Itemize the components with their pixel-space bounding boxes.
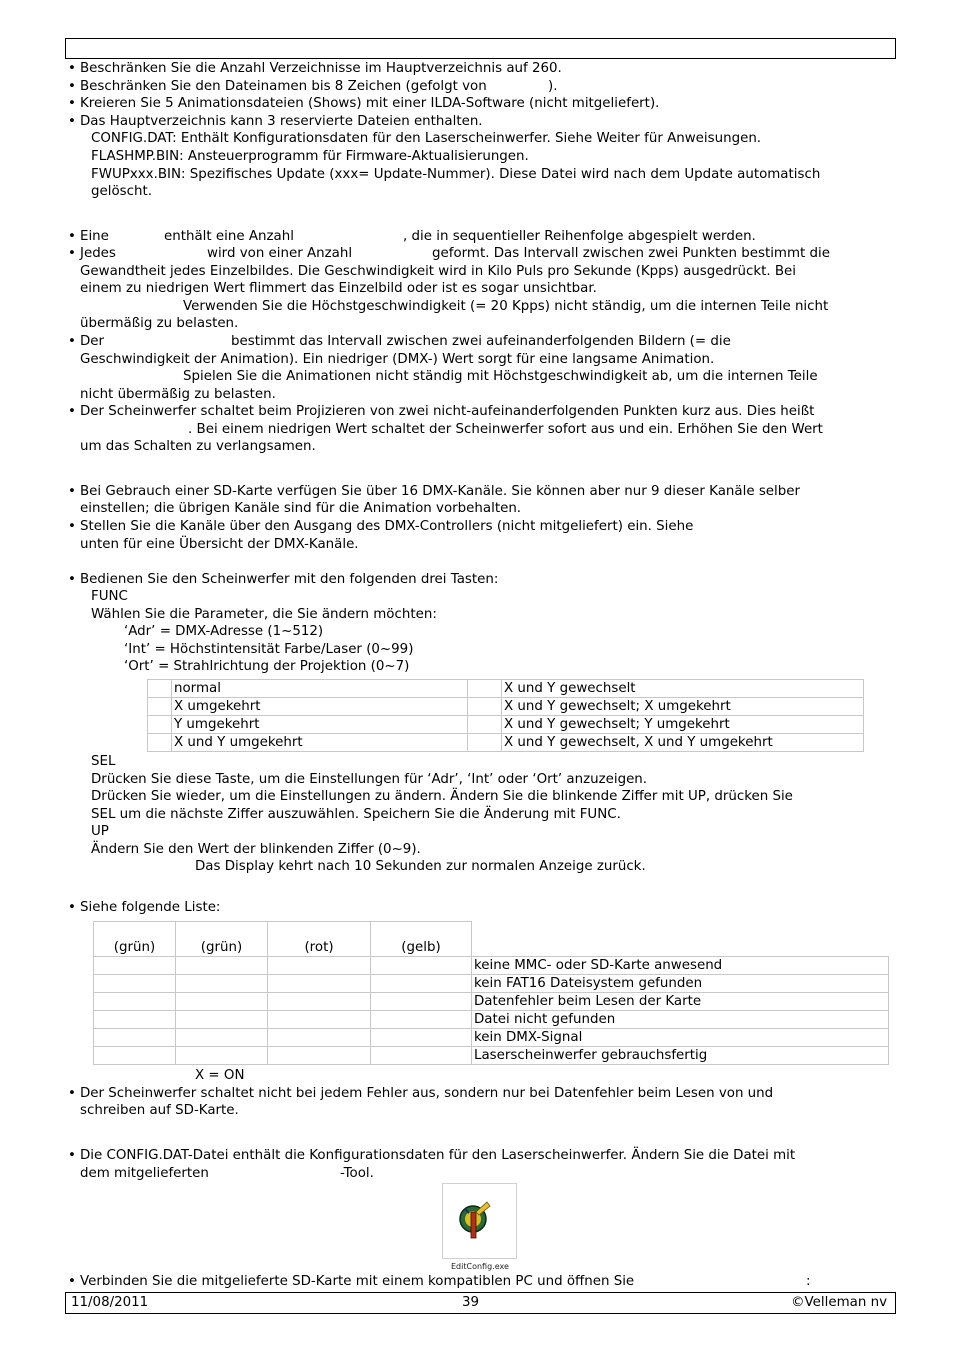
reserved-file-fwup: FWUPxxx.BIN: Spezifisches Update (xxx= Update-Nummer). Diese Datei wird nach dem Update automatisch — [91, 167, 821, 182]
table-cell: X umgekehrt — [172, 698, 468, 716]
text-line: Spielen Sie die Animationen nicht ständig mit Höchstgeschwindigkeit ab, um die internen Teile — [183, 369, 818, 384]
page-number: 39 — [462, 1295, 480, 1310]
table-cell — [268, 957, 371, 975]
led-header: (gelb) — [371, 922, 472, 957]
table-cell — [176, 975, 268, 993]
reserved-file-config: CONFIG.DAT: Enthält Konfigurationsdaten für den Laserscheinwerfer. Siehe Weiter für Anweisungen. — [91, 131, 762, 146]
text-fragment: : — [806, 1274, 811, 1289]
table-row — [148, 734, 864, 752]
page-footer — [65, 1292, 896, 1314]
table-cell — [268, 1011, 371, 1029]
table-cell — [176, 957, 268, 975]
text-fragment: bestimmt das Intervall zwischen zwei aufeinanderfolgenden Bildern (= die — [231, 334, 731, 349]
table-cell — [268, 993, 371, 1011]
list-item: • Stellen Sie die Kanäle über den Ausgang des DMX-Controllers (nicht mitgeliefert) ein. Siehe — [68, 519, 694, 534]
text-line: Drücken Sie wieder, um die Einstellungen zu ändern. Ändern Sie die blinkende Ziffer mit UP, drücken Sie — [91, 789, 793, 804]
table-cell — [468, 680, 502, 698]
table-cell — [268, 1029, 371, 1047]
table-cell — [268, 975, 371, 993]
list-item: • Eine — [68, 229, 109, 244]
list-item: • Jedes — [68, 246, 116, 261]
table-cell: Datenfehler beim Lesen der Karte — [472, 993, 889, 1011]
reserved-file-fwup-cont: gelöscht. — [91, 184, 152, 199]
table-cell — [94, 1047, 176, 1065]
table-cell: X und Y gewechselt; Y umgekehrt — [502, 716, 864, 734]
table-cell — [371, 1029, 472, 1047]
table-header-row — [94, 922, 889, 957]
text-line: schreiben auf SD-Karte. — [80, 1103, 239, 1118]
table-cell — [148, 734, 172, 752]
list-item: • Der Scheinwerfer schaltet beim Projizieren von zwei nicht-aufeinanderfolgenden Punkten kurz aus. Dies heißt — [68, 404, 815, 419]
text-line: Gewandtheit jedes Einzelbildes. Die Geschwindigkeit wird in Kilo Puls pro Sekunde (Kpps) ausgedrückt. Bei — [80, 264, 797, 279]
table-cell: Datei nicht gefunden — [472, 1011, 889, 1029]
list-item: • Das Hauptverzeichnis kann 3 reservierte Dateien enthalten. — [68, 114, 483, 129]
table-cell — [371, 975, 472, 993]
table-cell — [468, 734, 502, 752]
table-row — [94, 975, 889, 993]
table-cell — [472, 922, 889, 957]
text-line: SEL um die nächste Ziffer auszuwählen. Speichern Sie die Änderung mit FUNC. — [91, 807, 621, 822]
list-item: • Beschränken Sie den Dateinamen bis 8 Zeichen (gefolgt von — [68, 79, 487, 94]
led-header: (grün) — [176, 922, 268, 957]
footer-date: 11/08/2011 — [71, 1295, 149, 1310]
table-cell — [371, 957, 472, 975]
editconfig-icon[interactable] — [442, 1183, 517, 1259]
list-item: • Beschränken Sie die Anzahl Verzeichnisse im Hauptverzeichnis auf 260. — [68, 61, 562, 76]
editconfig-icon-graphic — [443, 1184, 516, 1258]
table-row — [148, 716, 864, 734]
list-item: • Der Scheinwerfer schaltet nicht bei jedem Fehler aus, sondern nur bei Datenfehler beim Lesen von und — [68, 1086, 774, 1101]
table-cell — [468, 716, 502, 734]
table-cell: keine MMC- oder SD-Karte anwesend — [472, 957, 889, 975]
table-cell: Laserscheinwerfer gebrauchsfertig — [472, 1047, 889, 1065]
text-line: Das Display kehrt nach 10 Sekunden zur normalen Anzeige zurück. — [195, 859, 646, 874]
page-header-box — [65, 38, 896, 59]
table-row — [94, 1047, 889, 1065]
table-cell: normal — [172, 680, 468, 698]
table-cell — [148, 716, 172, 734]
table-cell — [371, 993, 472, 1011]
table-row — [94, 1011, 889, 1029]
text-line: Geschwindigkeit der Animation). Ein niedriger (DMX-) Wert sorgt für eine langsame Animation. — [80, 352, 715, 367]
table-cell — [176, 1011, 268, 1029]
icon-caption: EditConfig.exe — [451, 1262, 509, 1271]
text-fragment: geformt. Das Intervall zwischen zwei Punkten bestimmt die — [432, 246, 830, 261]
table-row — [94, 957, 889, 975]
table-cell — [176, 993, 268, 1011]
text-line: um das Schalten zu verlangsamen. — [80, 439, 316, 454]
list-item: • Der — [68, 334, 105, 349]
reserved-file-flashmp: FLASHMP.BIN: Ansteuerprogramm für Firmware-Aktualisierungen. — [91, 149, 529, 164]
text-line: Wählen Sie die Parameter, die Sie ändern möchten: — [91, 607, 437, 622]
table-row — [148, 698, 864, 716]
table-row — [94, 993, 889, 1011]
ort-table — [147, 679, 864, 752]
table-legend: X = ON — [195, 1068, 245, 1083]
table-cell — [268, 1047, 371, 1065]
func-key-label: FUNC — [91, 589, 128, 604]
table-cell — [148, 680, 172, 698]
table-cell: kein DMX-Signal — [472, 1029, 889, 1047]
table-row — [148, 680, 864, 698]
text-line: einstellen; die übrigen Kanäle sind für die Animation vorbehalten. — [80, 501, 522, 516]
text-fragment: dem mitgelieferten — [80, 1166, 209, 1181]
list-item: • Bei Gebrauch einer SD-Karte verfügen Sie über 16 DMX-Kanäle. Sie können aber nur 9 dieser Kanäle selber — [68, 484, 801, 499]
param-int: ‘Int’ = Höchstintensität Farbe/Laser (0~99) — [124, 642, 414, 657]
text-fragment: -Tool. — [340, 1166, 374, 1181]
table-cell — [94, 1029, 176, 1047]
table-row — [94, 1029, 889, 1047]
error-table — [93, 921, 889, 1065]
table-cell — [94, 975, 176, 993]
table-cell — [176, 1029, 268, 1047]
list-item: • Verbinden Sie die mitgelieferte SD-Karte mit einem kompatiblen PC und öffnen Sie — [68, 1274, 635, 1289]
list-item: • Bedienen Sie den Scheinwerfer mit den folgenden drei Tasten: — [68, 572, 499, 587]
led-header: (rot) — [268, 922, 371, 957]
table-cell — [94, 957, 176, 975]
table-cell — [371, 1011, 472, 1029]
text-line: Ändern Sie den Wert der blinkenden Ziffer (0~9). — [91, 842, 421, 857]
text-line: unten für eine Übersicht der DMX-Kanäle. — [80, 537, 359, 552]
param-adr: ‘Adr’ = DMX-Adresse (1~512) — [124, 624, 324, 639]
table-cell: kein FAT16 Dateisystem gefunden — [472, 975, 889, 993]
footer-brand: ©Velleman nv — [791, 1295, 887, 1310]
text-fragment: wird von einer Anzahl — [207, 246, 353, 261]
text-fragment: , die in sequentieller Reihenfolge abgespielt werden. — [403, 229, 756, 244]
list-item-suffix: ). — [548, 79, 558, 94]
table-cell — [94, 993, 176, 1011]
sel-key-label: SEL — [91, 754, 116, 769]
text-line: nicht übermäßig zu belasten. — [80, 387, 276, 402]
table-cell: X und Y gewechselt, X und Y umgekehrt — [502, 734, 864, 752]
table-cell: X und Y umgekehrt — [172, 734, 468, 752]
up-key-label: UP — [91, 824, 109, 839]
led-header: (grün) — [94, 922, 176, 957]
table-cell — [468, 698, 502, 716]
list-item: • Kreieren Sie 5 Animationsdateien (Shows) mit einer ILDA-Software (nicht mitgeliefert). — [68, 96, 660, 111]
list-item: • Siehe folgende Liste: — [68, 900, 221, 915]
text-fragment: enthält eine Anzahl — [164, 229, 294, 244]
table-cell: X und Y gewechselt; X umgekehrt — [502, 698, 864, 716]
list-item: • Die CONFIG.DAT-Datei enthält die Konfigurationsdaten für den Laserscheinwerfer. Ändern Sie die Datei mit — [68, 1148, 796, 1163]
table-cell: X und Y gewechselt — [502, 680, 864, 698]
table-cell — [148, 698, 172, 716]
text-line: übermäßig zu belasten. — [80, 316, 239, 331]
text-line: . Bei einem niedrigen Wert schaltet der Scheinwerfer sofort aus und ein. Erhöhen Sie den Wert — [188, 422, 823, 437]
table-cell — [94, 1011, 176, 1029]
text-line: Drücken Sie diese Taste, um die Einstellungen für ‘Adr’, ‘Int’ oder ‘Ort’ anzuzeigen. — [91, 772, 648, 787]
table-cell: Y umgekehrt — [172, 716, 468, 734]
text-line: einem zu niedrigen Wert flimmert das Einzelbild oder ist es sogar unsichtbar. — [80, 281, 597, 296]
table-cell — [371, 1047, 472, 1065]
table-cell — [176, 1047, 268, 1065]
param-ort: ‘Ort’ = Strahlrichtung der Projektion (0~7) — [124, 659, 410, 674]
text-line: Verwenden Sie die Höchstgeschwindigkeit (= 20 Kpps) nicht ständig, um die internen Teile nicht — [183, 299, 829, 314]
